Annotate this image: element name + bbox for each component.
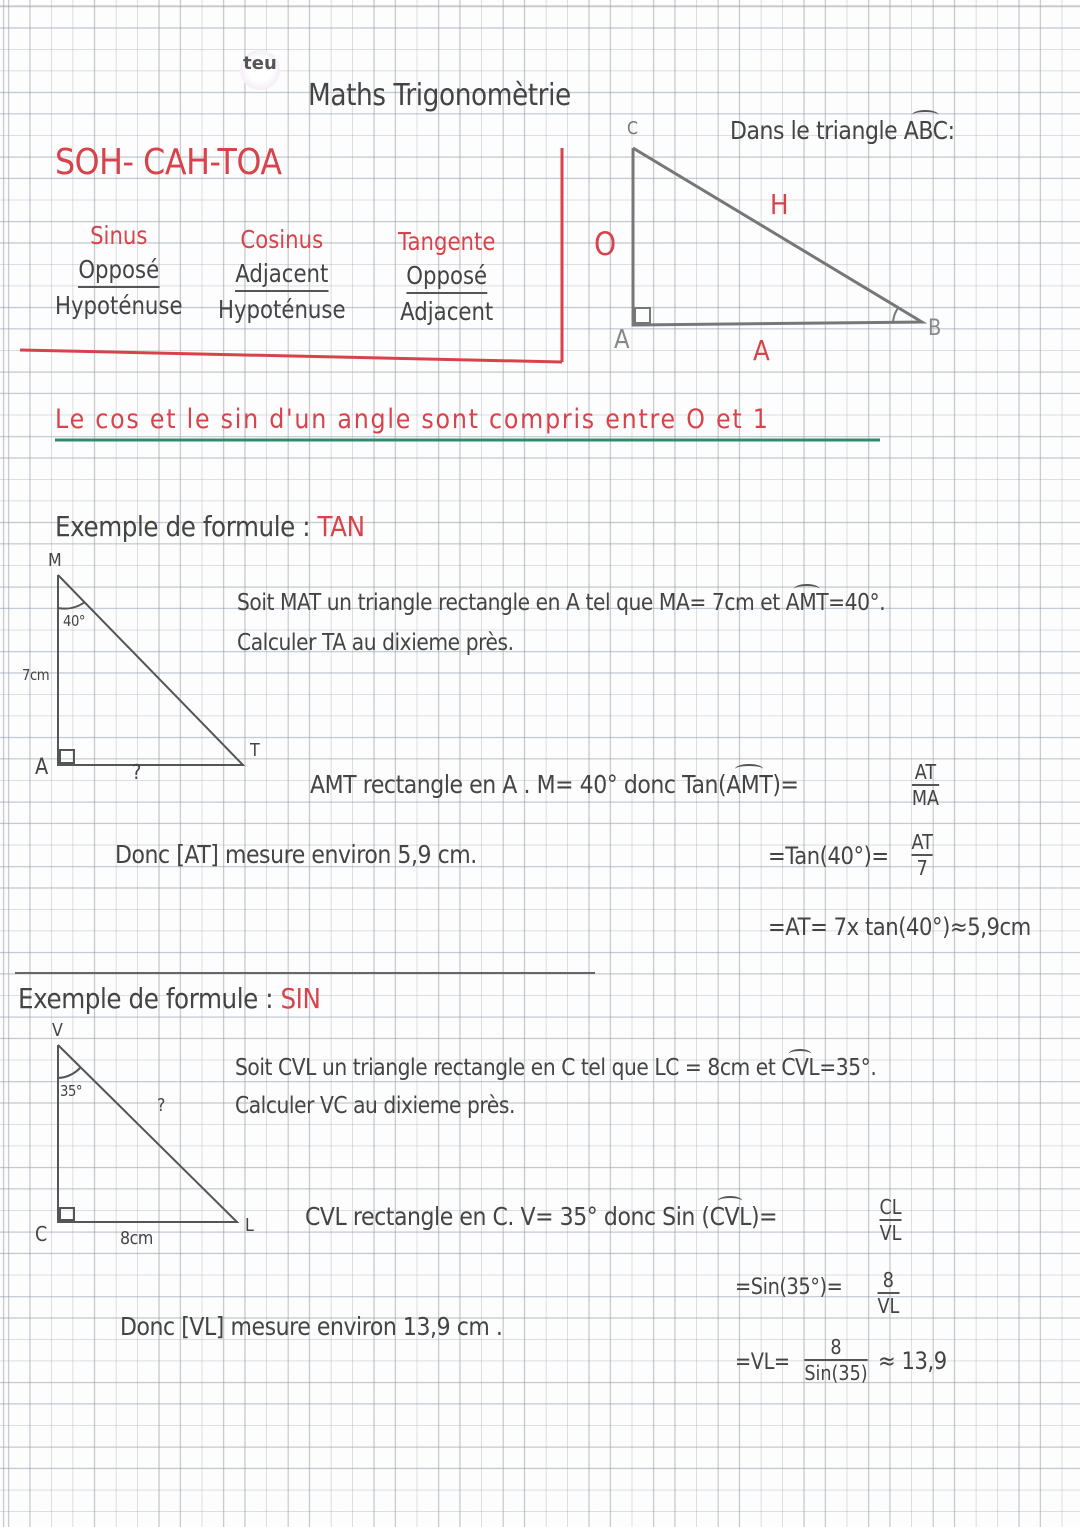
rule-text: Le cos et le sin d'un angle sont compris entre O et 1: [55, 404, 770, 435]
sin-reasoning: [305, 1202, 777, 1231]
side-hypotenuse: H: [770, 188, 789, 221]
sin-fraction-1: [880, 1195, 902, 1245]
sinus-denominator: Hypoténuse: [55, 291, 183, 320]
cvl-unknown: ?: [157, 1095, 165, 1116]
tangente-numerator: Opposé: [406, 260, 487, 294]
caption-angle: ABC: [903, 116, 948, 145]
tan-frac1-den: MA: [911, 786, 940, 810]
sinus-numerator: Opposé: [78, 254, 159, 288]
triangle-mat: [58, 575, 243, 765]
mat-vertex-m: M: [48, 550, 62, 571]
sin-conclusion: Donc [VL] mesure environ 13,9 cm .: [120, 1312, 503, 1341]
vertex-a: A: [614, 325, 630, 355]
tangente-label: Tangente: [398, 227, 496, 256]
tan-reasoning-end: )=: [772, 770, 799, 799]
cosinus-label: Cosinus: [240, 225, 324, 254]
tan-conclusion: Donc [AT] mesure environ 5,9 cm.: [115, 840, 477, 869]
caption-text: Dans le triangle: [730, 116, 898, 145]
cosinus-denominator: Hypoténuse: [218, 295, 346, 324]
tan-func: TAN: [317, 510, 365, 543]
cvl-vertex-l: L: [245, 1215, 254, 1236]
triangle-abc: [633, 148, 922, 325]
cosinus-numerator: Adjacent: [235, 258, 328, 292]
sin-statement-text: Soit CVL un triangle rectangle en C tel que LC = 8cm et: [235, 1055, 776, 1081]
sin-frac3-num: 8: [830, 1335, 842, 1359]
sin-statement: [235, 1055, 876, 1081]
tan-statement: [237, 590, 885, 616]
side-opposite: O: [594, 225, 616, 263]
sin-statement-angle: CVL: [781, 1055, 820, 1081]
caption-colon: :: [947, 116, 955, 145]
sin-reasoning-end: )=: [750, 1202, 778, 1231]
tan-frac1-num: AT: [914, 760, 937, 784]
tan-heading: [55, 510, 365, 543]
tangente-denominator: Adjacent: [400, 297, 494, 326]
cvl-vertex-v: V: [52, 1020, 63, 1041]
vertex-c: C: [627, 118, 638, 139]
sin-fraction-2: [877, 1268, 899, 1318]
sin-frac2-den: VL: [877, 1294, 900, 1318]
tan-step-2: =Tan(40°)=: [768, 842, 889, 870]
tan-statement-angle: AMT: [785, 590, 829, 616]
mat-side-length: 7cm: [22, 666, 50, 684]
sin-reasoning-text: CVL rectangle en C. V= 35° donc Sin (: [305, 1202, 710, 1231]
sin-question: Calculer VC au dixieme près.: [235, 1093, 515, 1119]
tan-question: Calculer TA au dixieme près.: [237, 630, 514, 656]
tan-statement-text: Soit MAT un triangle rectangle en A tel que MA= 7cm et: [237, 590, 780, 616]
box-bottom-border: [20, 350, 562, 362]
triangle-caption: [730, 116, 955, 145]
tan-statement-end: =40°.: [828, 590, 886, 616]
mat-vertex-a: A: [35, 755, 48, 780]
tan-frac2-den: 7: [916, 856, 928, 880]
tan-step-3: =AT= 7x tan(40°)≈5,9cm: [768, 913, 1031, 941]
logo: teu: [240, 50, 280, 90]
sinus-label: Sinus: [90, 221, 148, 250]
mnemonic-title: SOH- CAH-TOA: [55, 142, 282, 183]
vertex-b: B: [928, 316, 941, 341]
tan-reasoning-text: AMT rectangle en A . M= 40° donc Tan(: [310, 770, 727, 799]
tangente-column: [398, 224, 495, 330]
tan-reasoning: [310, 770, 798, 799]
sin-func: SIN: [280, 982, 321, 1015]
sin-heading-text: Exemple de formule :: [18, 982, 274, 1015]
cosinus-column: [218, 222, 346, 328]
sin-frac2-num: 8: [882, 1268, 895, 1292]
sin-frac1-num: CL: [879, 1195, 902, 1219]
sin-reasoning-angle: CVL: [709, 1202, 751, 1231]
mat-angle: 40°: [63, 612, 86, 630]
sin-step-2: =Sin(35°)=: [735, 1275, 843, 1300]
tan-fraction-1: [912, 760, 939, 810]
cvl-angle: 35°: [60, 1082, 83, 1100]
sin-step-3-result: ≈ 13,9: [878, 1347, 947, 1375]
mat-unknown: ?: [132, 760, 141, 784]
page-title: Maths Trigonomètrie: [308, 78, 571, 113]
side-adjacent: A: [753, 334, 770, 367]
sinus-column: [55, 218, 183, 324]
sin-fraction-3: [804, 1335, 867, 1385]
sin-heading: [18, 982, 321, 1015]
cvl-vertex-c: C: [35, 1222, 47, 1246]
cvl-side-length: 8cm: [120, 1228, 153, 1249]
sin-frac1-den: VL: [879, 1221, 902, 1245]
sin-step-3: =VL=: [735, 1350, 790, 1375]
mat-vertex-t: T: [250, 740, 260, 761]
sin-statement-end: =35°.: [819, 1055, 877, 1081]
sin-frac3-den: Sin(35): [804, 1361, 868, 1385]
tan-reasoning-angle: AMT: [726, 770, 773, 799]
tan-fraction-2: [911, 830, 932, 880]
tan-frac2-num: AT: [911, 830, 933, 854]
tan-heading-text: Exemple de formule :: [55, 510, 311, 543]
triangle-cvl: [58, 1045, 237, 1222]
